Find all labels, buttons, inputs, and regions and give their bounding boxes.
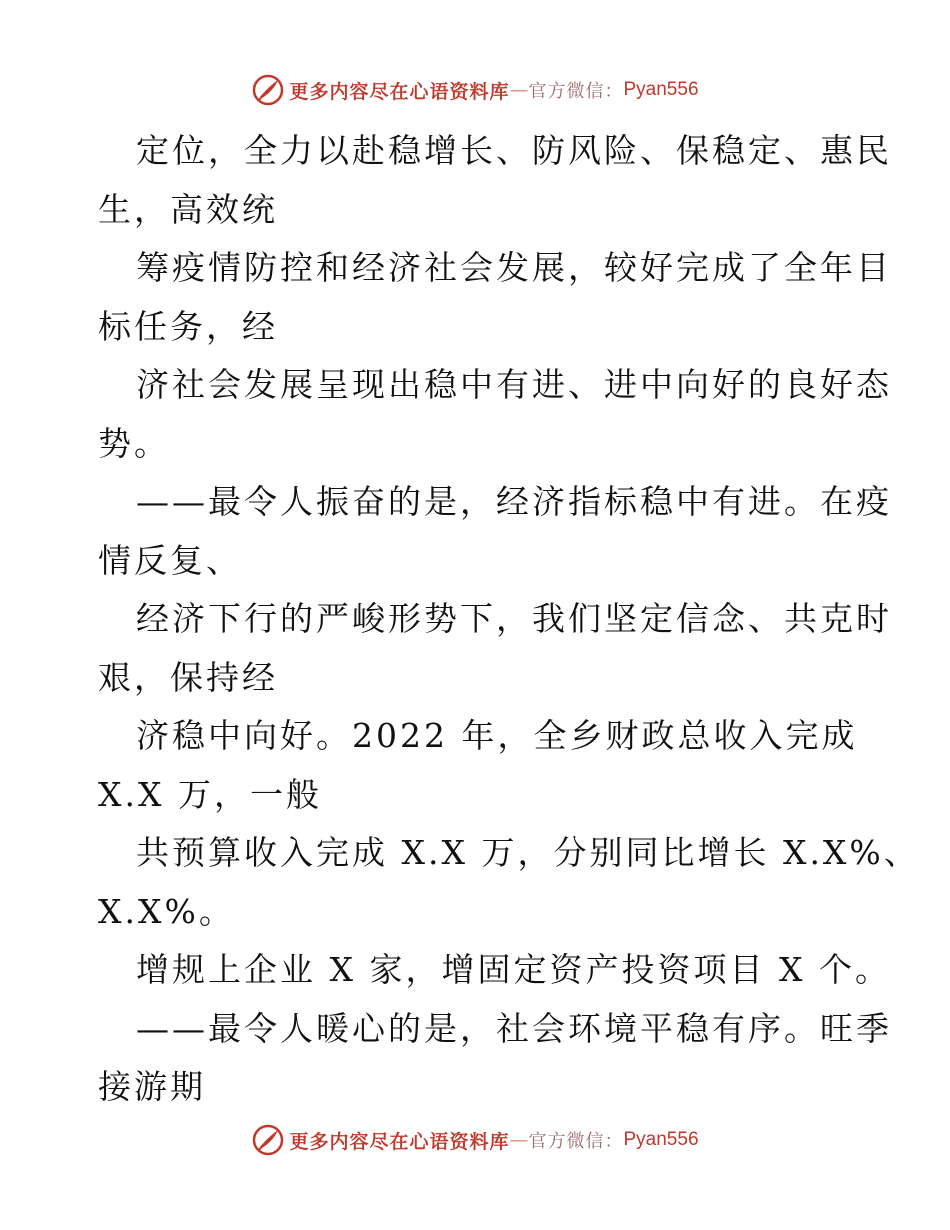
- body-line: 艰，保持经: [98, 657, 278, 697]
- feather-pen-logo-icon: [251, 1123, 285, 1157]
- watermark-wechat-label: 官方微信：: [528, 1131, 624, 1152]
- body-line: ——最令人暖心的是，社会环境平稳有序。旺季: [136, 1008, 892, 1048]
- watermark-wechat-id: Pyan556: [623, 79, 699, 100]
- watermark-wechat-id: Pyan556: [623, 1129, 699, 1150]
- body-line: 济社会发展呈现出稳中有进、进中向好的良好态: [136, 365, 892, 404]
- watermark-site-name: 更多内容尽在心语资料库: [289, 80, 510, 103]
- watermark-site-name: 更多内容尽在心语资料库: [289, 1130, 510, 1153]
- body-line: 济稳中向好。2022 年，全乡财政总收入完成: [136, 716, 858, 755]
- body-line: 情反复、: [98, 540, 242, 580]
- body-line: 经济下行的严峻形势下，我们坚定信念、共克时: [136, 599, 892, 638]
- body-line: 增规上企业 X 家，增固定资产投资项目 X 个。: [136, 950, 891, 989]
- body-line: ——最令人振奋的是，经济指标稳中有进。在疫: [136, 482, 892, 521]
- body-line: X.X 万，一般: [98, 774, 322, 814]
- watermark-dash: —: [509, 1129, 529, 1151]
- watermark-dash: —: [509, 79, 529, 101]
- body-line: 生，高效统: [98, 189, 278, 229]
- watermark-wechat-label: 官方微信：: [528, 81, 624, 102]
- document-body: [98, 122, 920, 1117]
- body-line: 接游期: [98, 1067, 206, 1106]
- header-watermark-banner: [0, 70, 950, 110]
- body-line: 共预算收入完成 X.X 万，分别同比增长 X.X%、: [136, 833, 920, 872]
- body-line: X.X%。: [98, 891, 235, 931]
- body-line: 定位，全力以赴稳增长、防风险、保稳定、惠民: [136, 131, 892, 170]
- feather-pen-logo-icon: [251, 73, 285, 107]
- body-line: 筹疫情防控和经济社会发展，较好完成了全年目: [136, 248, 892, 287]
- body-line: 势。: [98, 423, 170, 463]
- body-line: 标任务，经: [98, 306, 278, 346]
- footer-watermark-banner: [0, 1120, 950, 1160]
